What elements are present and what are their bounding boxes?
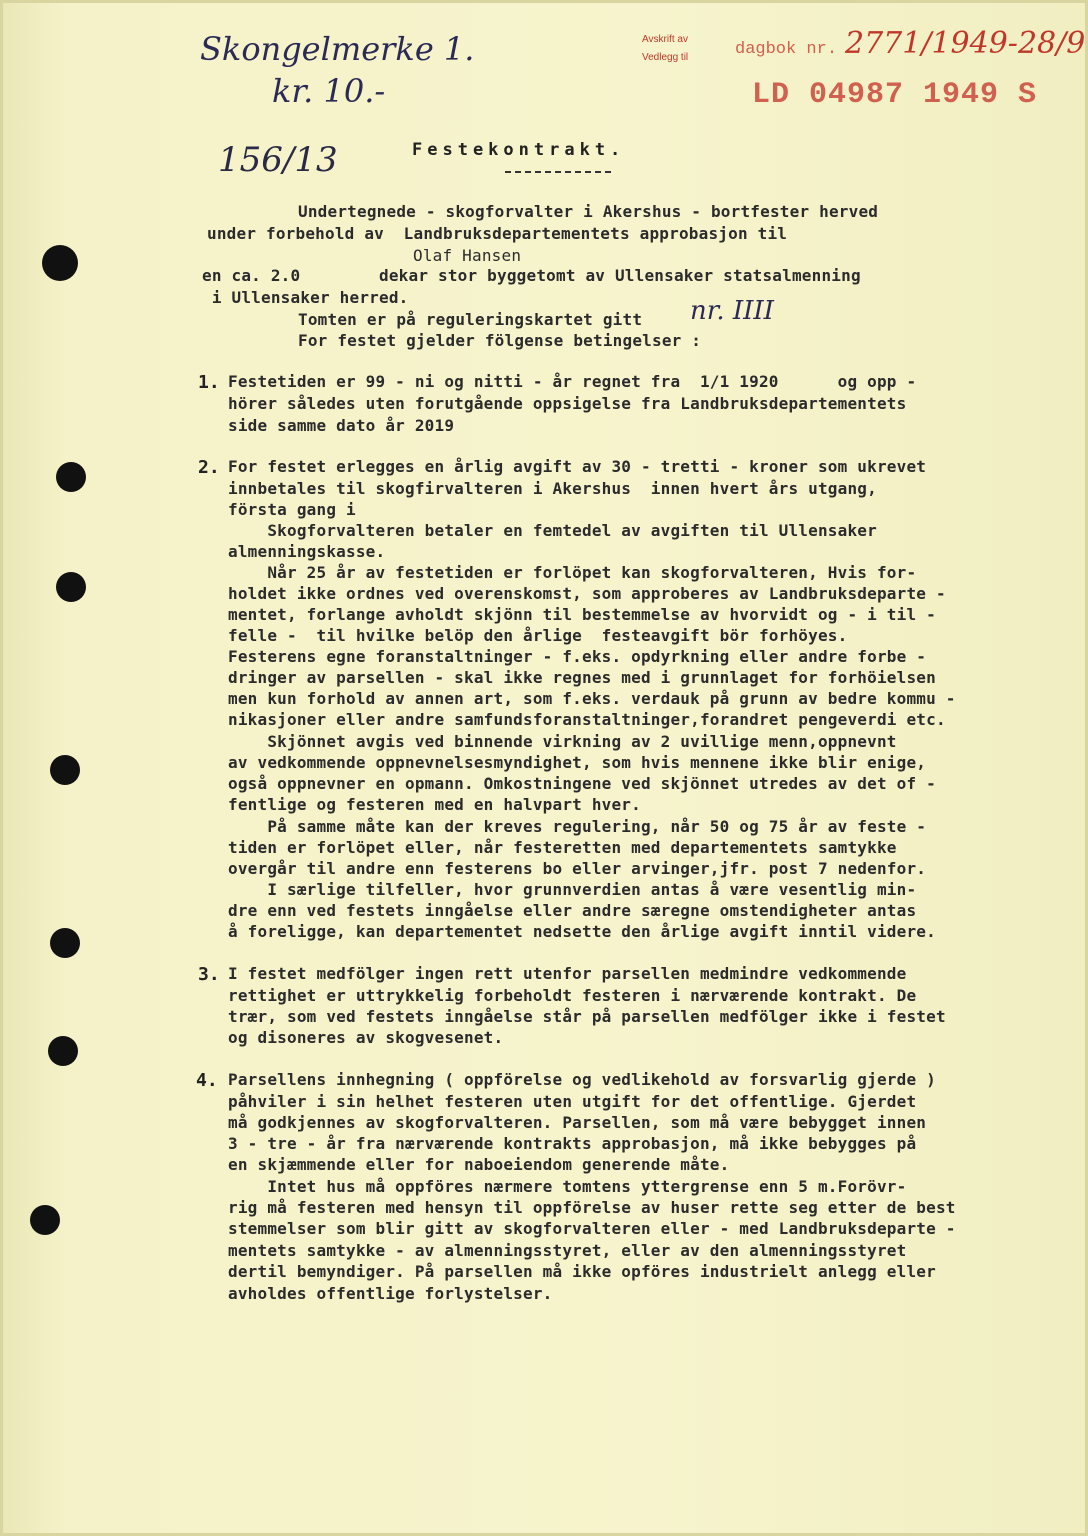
punch-hole-7	[30, 1205, 60, 1235]
lessee-name: Olaf Hansen	[413, 246, 522, 265]
section-4-line: rig må festeren med hensyn til oppförelse av huser rette seg etter de best	[228, 1198, 956, 1217]
intro-line-2: under forbehold av Landbruksdepartementets approbasjon til	[207, 224, 788, 243]
section-3-number: 3.	[198, 964, 220, 985]
section-4-line: påhviler i sin helhet festeren uten utgift for det offentlige. Gjerdet	[228, 1092, 917, 1111]
punch-hole-3	[56, 572, 86, 602]
section-2-line: första gang i	[228, 500, 356, 519]
section-4-line: Intet hus må oppföres nærmere tomtens yttergrense enn 5 m.Forövr-	[228, 1177, 907, 1196]
section-2-line: felle - til hvilke belöp den årlige festeavgift bör forhöyes.	[228, 626, 848, 645]
punch-hole-2	[56, 462, 86, 492]
punch-hole-6	[48, 1036, 78, 1066]
section-2-line: å foreligge, kan departementet nedsette den årlige avgift inntil videre.	[228, 922, 936, 941]
handwriting-margin-ref: 156/13	[218, 140, 338, 180]
section-2-line: tiden er forlöpet eller, når festeretten med departementets samtykke	[228, 838, 897, 857]
stamp-vedlegg: Vedlegg til	[642, 52, 689, 63]
punch-hole-4	[50, 755, 80, 785]
section-3-line: og disoneres av skogvesenet.	[228, 1028, 504, 1047]
section-1-line: hörer således uten forutgående oppsigelse fra Landbruksdepartementets	[228, 394, 907, 413]
handwriting-stamp-duty: Skongelmerke 1.	[200, 30, 475, 68]
section-4-line: må godkjennes av skogforvalteren. Parsellen, som må være bebygget innen	[228, 1113, 927, 1132]
section-2-line: På samme måte kan der kreves regulering, når 50 og 75 år av feste -	[228, 817, 927, 836]
punch-hole-1	[42, 245, 78, 281]
section-2-line: I særlige tilfeller, hvor grunnverdien antas å være vesentlig min-	[228, 880, 917, 899]
section-2-line: fentlige og festeren med en halvpart hver.	[228, 795, 641, 814]
section-1-line: side samme dato år 2019	[228, 416, 455, 435]
section-4-line: stemmelser som blir gitt av skogforvalteren eller - med Landbruksdeparte -	[228, 1219, 956, 1238]
stamp-avskrift: Avskrift av	[642, 34, 688, 45]
section-2-line: dre enn ved festets inngåelse eller andre særegne omstendigheter antas	[228, 901, 917, 920]
section-2-line: også oppnevner en opmann. Omkostningene ved skjönnet utredes av det of -	[228, 774, 936, 793]
punch-hole-5	[50, 928, 80, 958]
section-3-line: I festet medfölger ingen rett utenfor parsellen medmindre vedkommende	[228, 964, 907, 983]
section-3-line: rettighet er uttrykkelig forbeholdt festeren i nærværende kontrakt. De	[228, 986, 917, 1005]
section-4-line: Parsellens innhegning ( oppförelse og vedlikehold av forsvarlig gjerde )	[228, 1070, 936, 1089]
section-2-line: Skogforvalteren betaler en femtedel av avgiften til Ullensaker	[228, 521, 877, 540]
section-1-line: Festetiden er 99 - ni og nitti - år regnet fra 1/1 1920 og opp -	[228, 372, 917, 391]
section-4-line: en skjæmmende eller for naboeiendom generende måte.	[228, 1155, 730, 1174]
section-2-line: almenningskasse.	[228, 542, 386, 561]
title-underline	[505, 171, 611, 173]
section-4-number: 4.	[196, 1070, 218, 1091]
intro-line-4: en ca. 2.0 dekar stor byggetomt av Ullensaker statsalmenning	[202, 266, 861, 285]
section-4-line: dertil bemyndiger. På parsellen må ikke opföres industrielt anlegg eller	[228, 1262, 936, 1281]
section-2-line: overgår til andre enn festerens bo eller arvinger,jfr. post 7 nedenfor.	[228, 859, 927, 878]
section-2-line: Når 25 år av festetiden er forlöpet kan skogforvalteren, Hvis for-	[228, 563, 917, 582]
section-1-number: 1.	[198, 372, 220, 393]
intro-line-6: Tomten er på reguleringskartet gitt	[298, 310, 643, 329]
handwriting-plot-number: nr. IIII	[690, 296, 774, 326]
handwriting-amount: kr. 10.-	[272, 72, 386, 110]
section-2-number: 2.	[198, 457, 220, 478]
section-2-line: mentet, forlange avholdt skjönn til bestemmelse av hvorvidt og - i til -	[228, 605, 936, 624]
section-2-line: For festet erlegges en årlig avgift av 30 - tretti - kroner som ukrevet	[228, 457, 927, 476]
stamp-dagbok-label: dagbok nr.	[735, 40, 838, 59]
section-2-line: Skjönnet avgis ved binnende virkning av 2 uvillige menn,oppnevnt	[228, 732, 897, 751]
section-2-line: dringer av parsellen - skal ikke regnes med i grunnlaget for forhöielsen	[228, 668, 936, 687]
document-title: Festekontrakt.	[412, 140, 626, 160]
section-2-line: av vedkommende oppnevnelsesmyndighet, som hvis mennene ikke blir enige,	[228, 753, 927, 772]
section-4-line: 3 - tre - år fra nærværende kontrakts approbasjon, må ikke bebygges på	[228, 1134, 917, 1153]
section-3-line: trær, som ved festets inngåelse står på parsellen medfölger ikke i festet	[228, 1007, 946, 1026]
intro-line-7: For festet gjelder fölgense betingelser :	[298, 331, 702, 350]
intro-line-5: i Ullensaker herred.	[202, 288, 409, 307]
section-2-line: men kun forhold av annen art, som f.eks. verdauk på grunn av bedre kommu -	[228, 689, 956, 708]
section-4-line: mentets samtykke - av almenningsstyret, eller av den almenningsstyret	[228, 1241, 907, 1260]
intro-line-1: Undertegnede - skogforvalter i Akershus - bortfester herved	[298, 202, 879, 221]
section-2-line: Festerens egne foranstaltninger - f.eks. opdyrkning eller andre forbe -	[228, 647, 927, 666]
dagbok-number: 2771/1949-28/9	[845, 26, 1086, 61]
section-2-line: innbetales til skogfirvalteren i Akershus innen hvert års utgang,	[228, 479, 877, 498]
section-2-line: holdet ikke ordnes ved overenskomst, som approberes av Landbruksdeparte -	[228, 584, 946, 603]
section-4-line: avholdes offentlige forlystelser.	[228, 1284, 553, 1303]
section-2-line: nikasjoner eller andre samfundsforanstaltninger,forandret pengeverdi etc.	[228, 710, 946, 729]
stamp-ld-number: LD 04987 1949 S	[752, 78, 1038, 112]
